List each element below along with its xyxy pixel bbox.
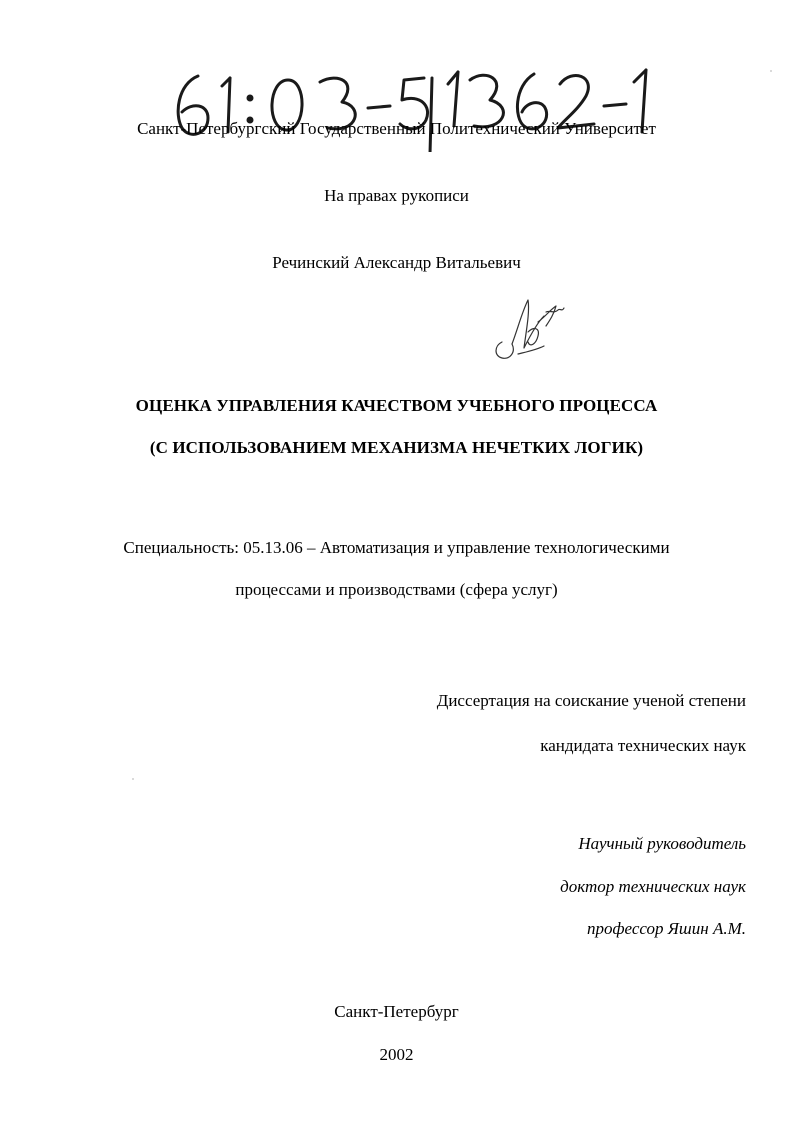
dissertation-title-line-1: ОЦЕНКА УПРАВЛЕНИЯ КАЧЕСТВОМ УЧЕБНОГО ПРОЦЕССА [135,396,658,415]
supervisor-role: Научный руководитель [578,834,746,853]
specialty-line-1: Специальность: 05.13.06 – Автоматизация и управление технологическими [123,538,670,557]
supervisor-name: профессор Яшин А.М. [586,919,746,938]
dissertation-degree-line-1: Диссертация на соискание ученой степени [436,691,746,710]
city: Санкт-Петербург [334,1002,459,1021]
dissertation-title-line-2: (С ИСПОЛЬЗОВАНИЕМ МЕХАНИЗМА НЕЧЕТКИХ ЛОГИК) [149,438,644,457]
university-name: Санкт-Петербургский Государственный Политехнический Университет [137,119,656,138]
scan-speck [132,778,134,780]
specialty-line-2: процессами и производствами (сфера услуг) [235,580,558,599]
scan-speck [770,70,772,72]
year: 2002 [379,1045,414,1064]
manuscript-rights-note: На правах рукописи [324,186,469,205]
author-name: Речинский Александр Витальевич [272,253,521,272]
supervisor-degree: доктор технических наук [560,877,746,896]
dissertation-degree-line-2: кандидата технических наук [540,736,746,755]
author-signature [488,292,568,364]
